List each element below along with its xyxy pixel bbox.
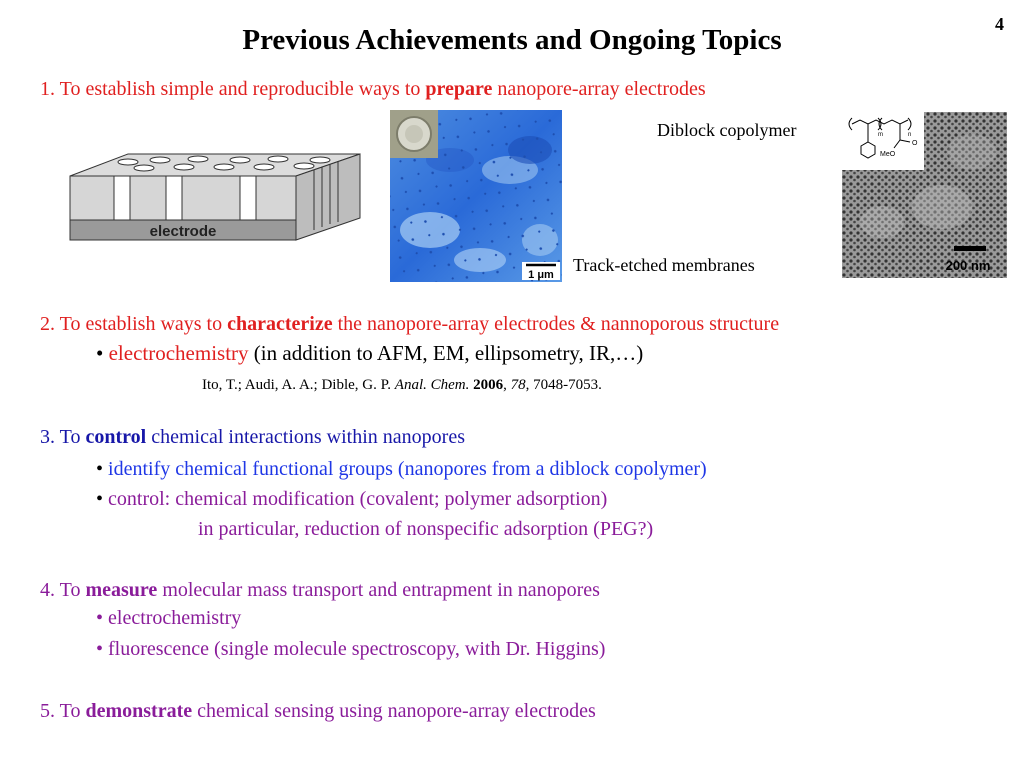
structure-o: O bbox=[912, 140, 918, 147]
bullet-marker: • bbox=[96, 638, 104, 660]
section-4-keyword: measure bbox=[85, 579, 158, 601]
structure-n: n bbox=[908, 132, 912, 138]
section-1-text-post: nanopore-array electrodes bbox=[492, 78, 706, 100]
section-4-text-post: molecular mass transport and entrapment in nanopores bbox=[157, 579, 600, 601]
section-3-heading bbox=[40, 426, 465, 449]
bullet-marker: • bbox=[96, 458, 104, 480]
section-2-keyword: characterize bbox=[227, 313, 333, 335]
citation-year: 2006 bbox=[473, 377, 504, 393]
citation-volume: 78 bbox=[510, 377, 526, 393]
section-2-text-pre: 2. To establish ways to bbox=[40, 313, 228, 335]
section-3-bullet-2 bbox=[96, 488, 607, 511]
section-3-bullet-1 bbox=[96, 458, 707, 481]
section-1-text-pre: 1. To establish simple and reproducible ways to bbox=[40, 78, 426, 100]
section-2-bullet-1-rest: (in addition to AFM, EM, ellipsometry, IR,…) bbox=[248, 341, 644, 365]
section-4-bullet-2 bbox=[96, 638, 605, 661]
electrode-schematic bbox=[68, 150, 363, 245]
slide-title: Previous Achievements and Ongoing Topics bbox=[242, 24, 782, 56]
section-2-heading bbox=[40, 313, 779, 336]
citation-journal: Anal. Chem. bbox=[394, 377, 470, 393]
section-5-keyword: demonstrate bbox=[85, 700, 193, 722]
bullet-marker: • bbox=[96, 488, 104, 510]
section-3-bullet-1-text: identify chemical functional groups (nanopores from a diblock copolymer) bbox=[108, 458, 707, 480]
sem-image bbox=[842, 112, 1007, 278]
section-4-bullet-1 bbox=[96, 607, 241, 630]
citation-pages: , 7048-7053. bbox=[525, 377, 602, 393]
page-number: 4 bbox=[995, 14, 1004, 34]
track-etched-label: Track-etched membranes bbox=[573, 255, 755, 275]
section-5-text-post: chemical sensing using nanopore-array electrodes bbox=[192, 700, 596, 722]
structure-m: m bbox=[878, 132, 883, 138]
section-2-bullet-1-keyword: electrochemistry bbox=[108, 341, 249, 365]
section-5-text-pre: 5. To bbox=[40, 700, 86, 722]
section-4-bullet-1-text: electrochemistry bbox=[108, 607, 242, 629]
section-3-bullet-2-continuation: in particular, reduction of nonspecific adsorption (PEG?) bbox=[198, 518, 654, 540]
section-3-text-post: chemical interactions within nanopores bbox=[146, 426, 465, 448]
section-4-bullet-2-text: fluorescence (single molecule spectroscopy, with Dr. Higgins) bbox=[108, 638, 606, 660]
section-5-heading bbox=[40, 700, 596, 723]
bullet-marker: • bbox=[96, 607, 104, 629]
citation-authors: Ito, T.; Audi, A. A.; Dible, G. P. bbox=[202, 377, 395, 393]
section-3-keyword: control bbox=[85, 426, 147, 448]
section-2-text-post: the nanopore-array electrodes & nannoporous structure bbox=[332, 313, 780, 335]
section-1-keyword: prepare bbox=[425, 78, 493, 100]
section-4-text-pre: 4. To bbox=[40, 579, 86, 601]
section-4-heading bbox=[40, 579, 600, 602]
section-3-bullet-2-text: control: chemical modification (covalent; polymer adsorption) bbox=[108, 488, 608, 510]
sem-scale-label: 200 nm bbox=[945, 258, 991, 273]
section-1-heading bbox=[40, 78, 706, 101]
section-3-text-pre: 3. To bbox=[40, 426, 86, 448]
citation bbox=[202, 377, 602, 394]
afm-image bbox=[390, 110, 562, 282]
structure-meo: MeO bbox=[880, 151, 896, 158]
afm-scale-label: 1 μm bbox=[528, 269, 554, 281]
electrode-label: electrode bbox=[149, 223, 217, 240]
bullet-marker: • bbox=[96, 341, 104, 365]
citation-separator: , bbox=[503, 377, 511, 393]
section-2-bullet-1 bbox=[96, 341, 643, 366]
diblock-label: Diblock copolymer bbox=[657, 120, 797, 140]
